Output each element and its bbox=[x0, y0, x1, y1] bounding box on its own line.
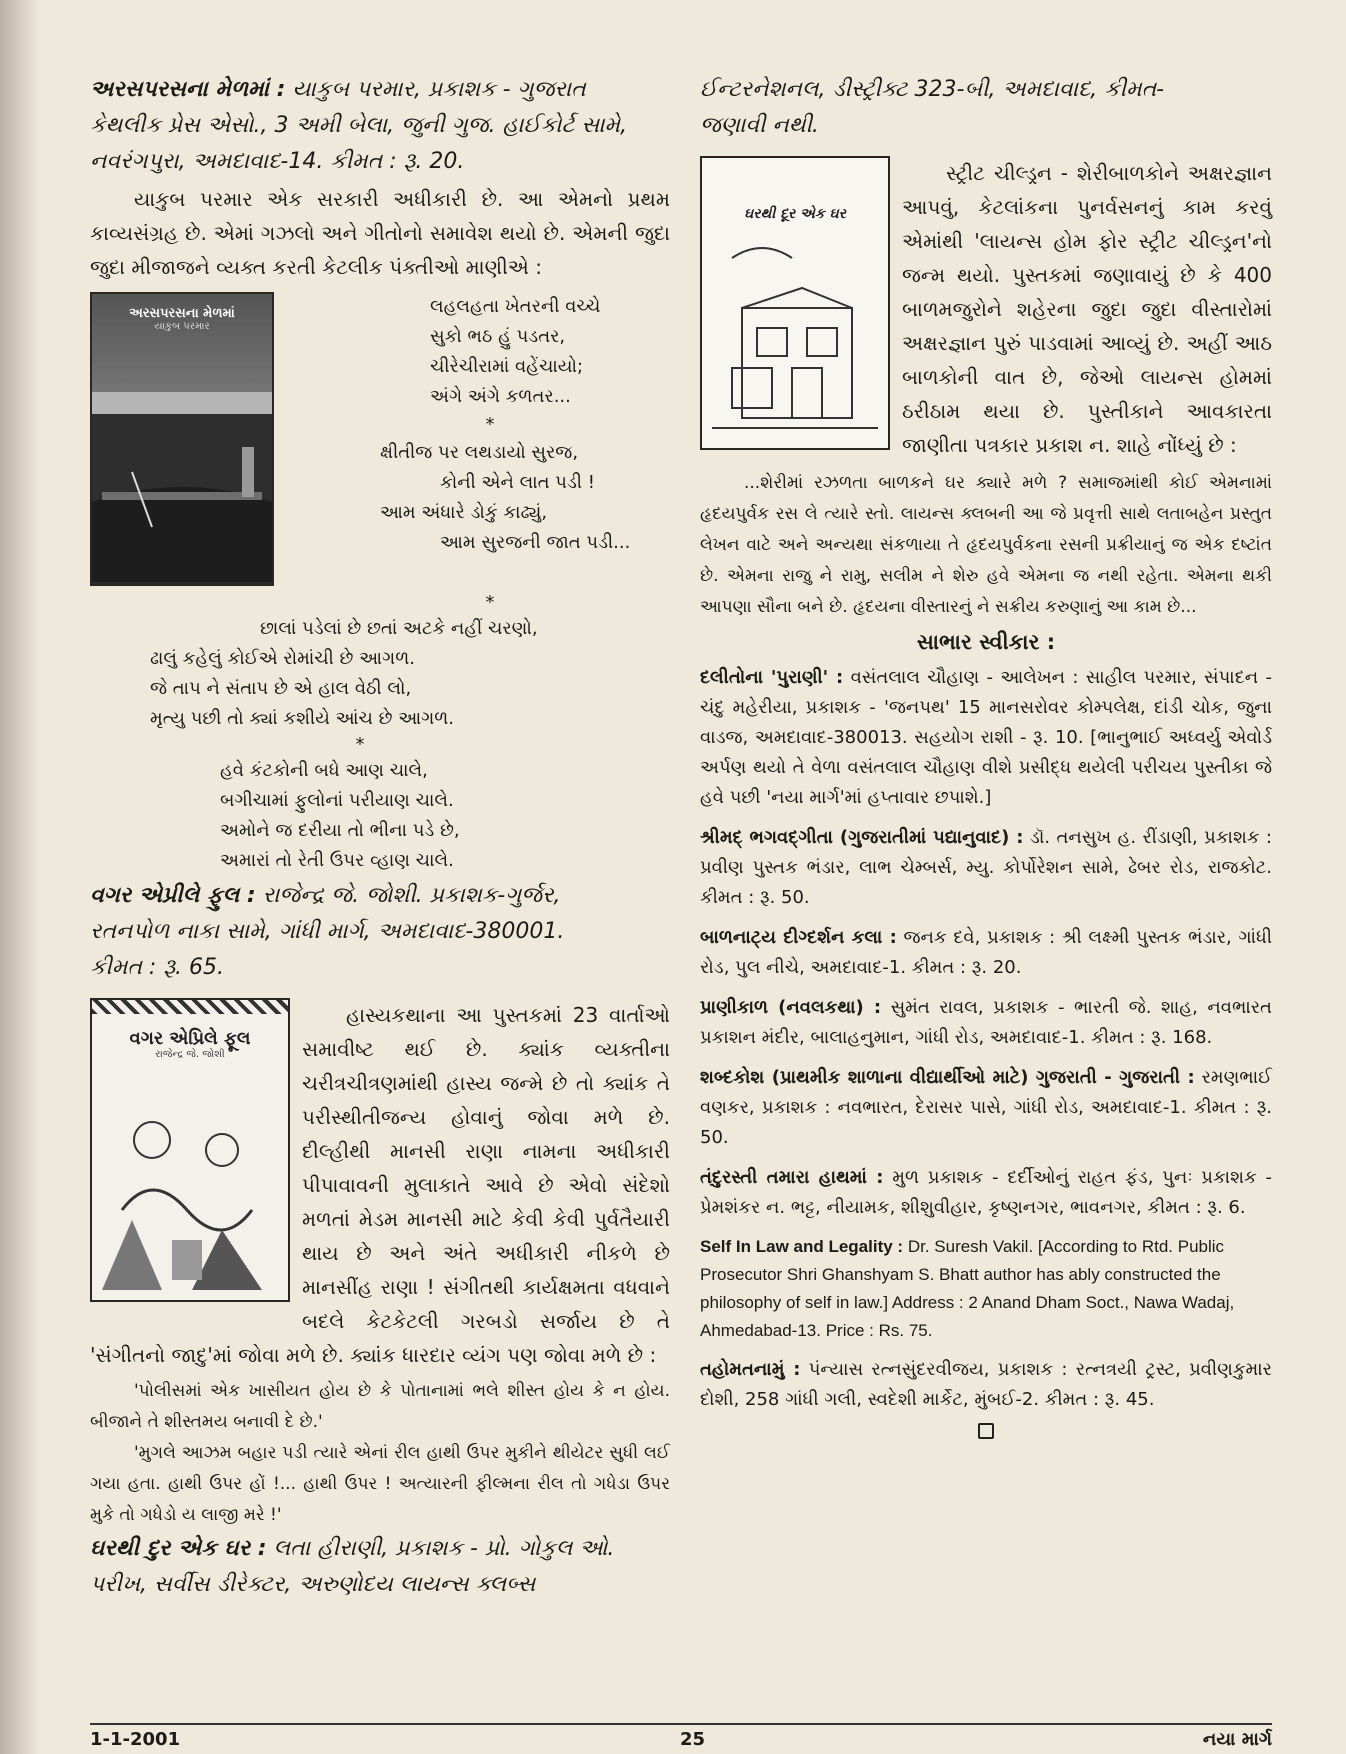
poem-line: અંગે અંગે કળતર... bbox=[430, 386, 571, 407]
entry-1-details-line-1: યાકુબ પરમાર, પ્રકાશક - ગુજરાત bbox=[292, 77, 586, 102]
received-book-title: તંદુરસ્તી તમારા હાથમાં : bbox=[700, 1167, 884, 1188]
page-binding-shadow bbox=[0, 0, 40, 1754]
entry-3-title: ઘરથી દુર એક ઘર : bbox=[90, 1536, 267, 1561]
entry-1-intro: યાકુબ પરમાર એક સરકારી અધીકારી છે. આ એમનો પ્રથમ કાવ્યસંગ્રહ છે. એમાં ગઝલો અને ગીતોનો સમાવેશ થયો છે. એમની જુદા જુદા મીજાજને વ્યક્ત કરતી કેટલીક પંક્તીઓ માણીએ : bbox=[90, 187, 670, 279]
footer-date: 1-1-2001 bbox=[90, 1729, 181, 1750]
received-book-item bbox=[700, 1063, 1272, 1153]
entry-2-body: હાસ્યકથાના આ પુસ્તકમાં 23 વાર્તાઓ સમાવીષ્ટ થઈ છે. ક્યાંક વ્યક્તીના ચરીત્રચીત્રણમાંથી હાસ્ય જન્મે છે તો ક્યાંક તે પરીસ્થીતીજન્ય હોવાનું જોવા મળે છે. દીલ્હીથી માનસી રાણા નામના અધીકારી પીપાવાવની મુલાકાતે આવે છે એવો સંદેશો મળતાં મેડમ માનસી માટે કેવી કેવી પુર્વતૈયારી થાય છે અને અંતે અધીકારી નીકળે છે માનસીંહ રાણા ! સંગીતથી કાર્યક્ષમતા વધવાને બદલે કેટકેટલી ગરબડો સર્જાય છે તે 'સંગીતનો જાદુ'માં જોવા મળે છે. ક્યાંક ધારદાર વ્યંગ પણ જોવા મળે છે : bbox=[90, 1003, 670, 1367]
end-of-article-icon bbox=[978, 1423, 994, 1439]
received-book-title: દલીતોના 'પુરાણી' : bbox=[700, 667, 844, 688]
poem-line: જે તાપ ને સંતાપ છે એ હાલ વેઠી લો, bbox=[150, 678, 412, 699]
entry-2-title: વગર એપ્રીલે ફુલ : bbox=[90, 883, 256, 908]
received-book-details: મુળ પ્રકાશક - દર્દીઓનું રાહત ફંડ, પુનઃ પ્રકાશક - પ્રેમશંકર ન. ભટ્ટ, નીયામક, શીશુવીહાર, કૃષ્ણનગર, ભાવનગર, કીમત : રૂ. 6. bbox=[700, 1167, 1272, 1218]
entry-3-details-line-4: જણાવી નથી. bbox=[700, 113, 819, 138]
poem-stanza-4 bbox=[90, 756, 670, 876]
received-book-title: શબ્દકોશ (પ્રાથમીક શાળાના વીદ્યાર્થીઓ માટે) ગુજરાતી - ગુજરાતી : bbox=[700, 1067, 1195, 1088]
entry-2-header bbox=[90, 878, 670, 986]
received-book-details: જનક દવે, પ્રકાશક : શ્રી લક્ષ્મી પુસ્તક ભંડાર, ગાંધી રોડ, પુલ નીચે, અમદાવાદ-1. કીમત : રૂ. 20. bbox=[700, 927, 1272, 978]
received-book-details: સુમંત રાવલ, પ્રકાશક - ભારતી જે. શાહ, નવભારત પ્રકાશન મંદીર, બાલાહનુમાન, ગાંધી રોડ, અમદાવાદ-1. કીમત : રૂ. 168. bbox=[700, 997, 1272, 1048]
book-cover-gharthi-dur-ek-ghar bbox=[700, 156, 890, 450]
book-cover-illustration bbox=[702, 228, 888, 448]
received-book-details: ડૉ. તનસુખ હ. રીંડાણી, પ્રકાશક : પ્રવીણ પુસ્તક ભંડાર, લાભ ચેમ્બર્સ, મ્યુ. કોર્પોરેશન સામે, ઢેબર રોડ, રાજકોટ. કીમત : રૂ. 50. bbox=[700, 827, 1272, 908]
entry-2-details-line-3: કીમત : રૂ. 65. bbox=[90, 955, 225, 980]
received-book-item bbox=[700, 993, 1272, 1053]
book-cover-illustration bbox=[92, 352, 272, 582]
book-cover-author: રાજેન્દ્ર જે. જોશી bbox=[155, 1049, 225, 1060]
book-cover-title: વગર એપ્રિલે ફૂલ bbox=[129, 1028, 251, 1049]
book-cover-illustration bbox=[92, 1090, 288, 1290]
received-book-details: પંન્યાસ રત્નસુંદરવીજય, પ્રકાશક : રત્નત્રયી ટ્રસ્ટ, પ્રવીણકુમાર દોશી, 258 ગાંધી ગલી, સ્વદેશી માર્કેટ, મુંબઈ-2. કીમત : રૂ. 45. bbox=[700, 1359, 1272, 1410]
entry-1-details-line-3: નવરંગપુરા, અમદાવાદ-14. કીમત : રૂ. 20. bbox=[90, 149, 465, 174]
poem-line: બગીચામાં ફુલોનાં પરીયાણ ચાલે. bbox=[220, 790, 454, 811]
received-book-title: તહોમતનામું : bbox=[700, 1359, 801, 1380]
stanza-separator: * bbox=[485, 592, 495, 613]
right-column bbox=[700, 72, 1272, 1443]
received-book-item bbox=[700, 923, 1272, 983]
book-cover-arasparas bbox=[90, 292, 274, 586]
stanza-separator: * bbox=[485, 414, 495, 435]
footer-magazine-name: નયા માર્ગ bbox=[1202, 1729, 1272, 1750]
received-book-item bbox=[700, 1163, 1272, 1223]
poem-line: છાલાં પડેલાં છે છતાં અટકે નહીં ચરણો, bbox=[260, 618, 538, 639]
left-column bbox=[90, 72, 670, 1603]
received-book-details: રમણભાઈ વણકર, પ્રકાશક : નવભારત, દેરાસર પાસે, ગાંધી રોડ, અમદાવાદ-1. કીમત : રૂ. 50. bbox=[700, 1067, 1272, 1148]
poem-line: આમ અંધારે ડોકું કાઢ્યું, bbox=[380, 502, 548, 523]
received-book-title: Self In Law and Legality : bbox=[700, 1237, 904, 1256]
poem-line: અમારાં તો રેતી ઉપર વ્હાણ ચાલે. bbox=[220, 850, 454, 871]
stanza-separator: * bbox=[355, 734, 365, 755]
received-book-title: પ્રાણીકાળ (નવલકથા) : bbox=[700, 997, 882, 1018]
book-cover-title: ઘરથી દૂર એક ઘર bbox=[744, 206, 846, 222]
poem-line: ઢાલું કહેલું કોઈએ રોમાંચી છે આગળ. bbox=[150, 648, 415, 669]
entry-3-details-line-1: લતા હીરાણી, પ્રકાશક - પ્રો. ગોકુલ ઓ. bbox=[273, 1536, 615, 1561]
footer-page-number: 25 bbox=[680, 1729, 706, 1750]
received-book-item bbox=[700, 823, 1272, 913]
entry-1-poem-block bbox=[90, 292, 670, 592]
entry-3-details-line-2: પરીખ, સર્વીસ ડીરેક્ટર, અરુણોદય લાયન્સ ક્લબ્સ bbox=[90, 1572, 536, 1597]
entry-3-details-line-3: ઈન્ટરનેશનલ, ડીસ્ટ્રીક્ટ 323-બી, અમદાવાદ, કીમત- bbox=[700, 77, 1165, 102]
poem-line: ચીરેચીરામાં વહેંચાયો; bbox=[430, 356, 584, 377]
received-book-item-english bbox=[700, 1233, 1272, 1345]
poem-line: લહલહતા ખેતરની વચ્ચે bbox=[430, 296, 601, 317]
received-book-item bbox=[700, 663, 1272, 813]
poem-line: કોની એને લાત પડી ! bbox=[440, 472, 595, 493]
entry-2-details-line-1: રાજેન્દ્ર જે. જોશી. પ્રકાશક-ગુર્જર, bbox=[262, 883, 561, 908]
entry-3-header bbox=[90, 1531, 670, 1603]
poem-line: હવે કંટકોની બધે આણ ચાલે, bbox=[220, 760, 428, 781]
poem-line: મૃત્યુ પછી તો ક્યાં કશીયે આંચ છે આગળ. bbox=[150, 708, 455, 729]
poem-line: અમોને જ દરીયા તો ભીના પડે છે, bbox=[220, 820, 460, 841]
page-footer bbox=[90, 1723, 1272, 1751]
end-mark bbox=[700, 1423, 1272, 1443]
poem-stanza-3 bbox=[90, 614, 670, 734]
entry-2-details-line-2: રતનપોળ નાકા સામે, ગાંધી માર્ગ, અમદાવાદ-380001. bbox=[90, 919, 565, 944]
entry-1-details-line-2: કેથલીક પ્રેસ એસો., 3 અમી બેલા, જુની ગુજ. હાઈકોર્ટ સામે, bbox=[90, 113, 628, 138]
poem-line: આમ સુરજની જાત પડી... bbox=[440, 532, 631, 553]
received-book-title: શ્રીમદ્ ભગવદ્ગીતા (ગુજરાતીમાં પદ્યાનુવાદ) : bbox=[700, 827, 1024, 848]
entry-2-quote-2: 'મુગલે આઝમ બહાર પડી ત્યારે એનાં રીલ હાથી ઉપર મુકીને થીયેટર સુધી લઈ ગયા હતા. હાથી ઉપર હોં !... હાથી ઉપર ! અત્યારની ફીલ્મના રીલ તો ગધેડા ઉપર મુકે તો ગધેડો ય લાજી મરે !' bbox=[90, 1443, 670, 1525]
received-book-item bbox=[700, 1355, 1272, 1415]
book-cover-title: અરસપરસના મેળમાં bbox=[129, 306, 235, 321]
entry-3-body: સ્ટ્રીટ ચીલ્ડ્રન - શેરીબાળકોને અક્ષરજ્ઞાન આપવું, કેટલાંકના પુનર્વસનનું કામ કરવું એમાંથી 'લાયન્સ હોમ ફોર સ્ટ્રીટ ચીલ્ડ્રન'નો જન્મ થયો. પુસ્તકમાં જણાવાયું છે કે 400 બાળમજુરોને શહેરના જુદા જુદા વીસ્તારોમાં અક્ષરજ્ઞાન પુરું પાડવામાં આવ્યું છે. અહીં આઠ બાળકોની વાત છે, જેઓ લાયન્સ હોમમાં ઠરીઠામ થયા છે. પુસ્તીકાને આવકારતા જાણીતા પત્રકાર પ્રકાશ ન. શાહે નોંધ્યું છે : bbox=[902, 161, 1272, 457]
entry-3-continued bbox=[700, 72, 1272, 144]
entry-2-body-block bbox=[90, 998, 670, 1372]
book-cover-author: યાકુબ પરમાર bbox=[154, 321, 210, 332]
entry-1-header bbox=[90, 72, 670, 180]
entry-2-quote-1: 'પોલીસમાં એક ખાસીયત હોય છે કે પોતાનામાં ભલે શીસ્ત હોય કે ન હોય. બીજાને તે શીસ્તમય બનાવી દે છે.' bbox=[90, 1381, 670, 1432]
book-cover-vagar-aprile-fool bbox=[90, 998, 290, 1302]
poem-line: ક્ષીતીજ પર લથડાયો સુરજ, bbox=[380, 442, 579, 463]
received-book-details: વસંતલાલ ચૌહાણ - આલેખન : સાહીલ પરમાર, સંપાદન - ચંદુ મહેરીયા, પ્રકાશક - 'જનપથ' 15 માનસરોવર કોમ્પલેક્ષ, દાંડી ચોક, જુના વાડજ, અમદાવાદ-380013. સહયોગ રાશી - રૂ. 10. [ભાનુભાઈ અધ્વર્યુ એવોર્ડ અર્પણ થયો તે વેળા વસંતલાલ ચૌહાણ વીશે પ્રસીદ્ધ થયેલી પરીચય પુસ્તીકા જે હવે પછી 'નયા માર્ગ'માં હપ્તાવાર છપાશે.] bbox=[700, 667, 1272, 808]
entry-1-title: અરસપરસના મેળમાં : bbox=[90, 77, 286, 102]
received-book-title: બાળનાટ્ય દીગ્દર્શન કલા : bbox=[700, 927, 897, 948]
poem-stanza-1 bbox=[430, 292, 670, 412]
poem-stanza-2 bbox=[380, 438, 670, 558]
acknowledgement-heading: સાભાર સ્વીકાર : bbox=[916, 630, 1056, 654]
poem-line: સુકો ભઠ હું પડતર, bbox=[430, 326, 566, 347]
entry-3-quote: ...શેરીમાં રઝળતા બાળકને ઘર ક્યારે મળે ? સમાજમાંથી કોઈ એમનામાં હૃદયપુર્વક રસ લે ત્યારે સ્તો. લાયન્સ ક્લબની આ જે પ્રવૃત્તી સાથે લતાબહેન પ્રસ્તુત લેખન વાટે અને અન્યથા સંકળાયા તે હૃદયપુર્વકના રસની પ્રક્રીયાનું જ એક દષ્ટાંત છે. એમના રાજુ ને રામુ, સલીમ ને શેરુ હવે એમના જ નથી રહેતા. એમના થકી આપણા સૌના બને છે. હૃદયના વીસ્તારનું ને સક્રીય કરુણાનું આ કામ છે... bbox=[700, 473, 1272, 617]
entry-3-body-block bbox=[700, 156, 1272, 462]
received-book-details: Dr. Suresh Vakil. [According to Rtd. Public Prosecutor Shri Ghanshyam S. Bhatt author has ably constructed the philosophy of self in law.] Address : 2 Anand Dham Soct., Nawa Wadaj, Ahmedabad-13. Price : Rs. 75. bbox=[700, 1237, 1235, 1340]
